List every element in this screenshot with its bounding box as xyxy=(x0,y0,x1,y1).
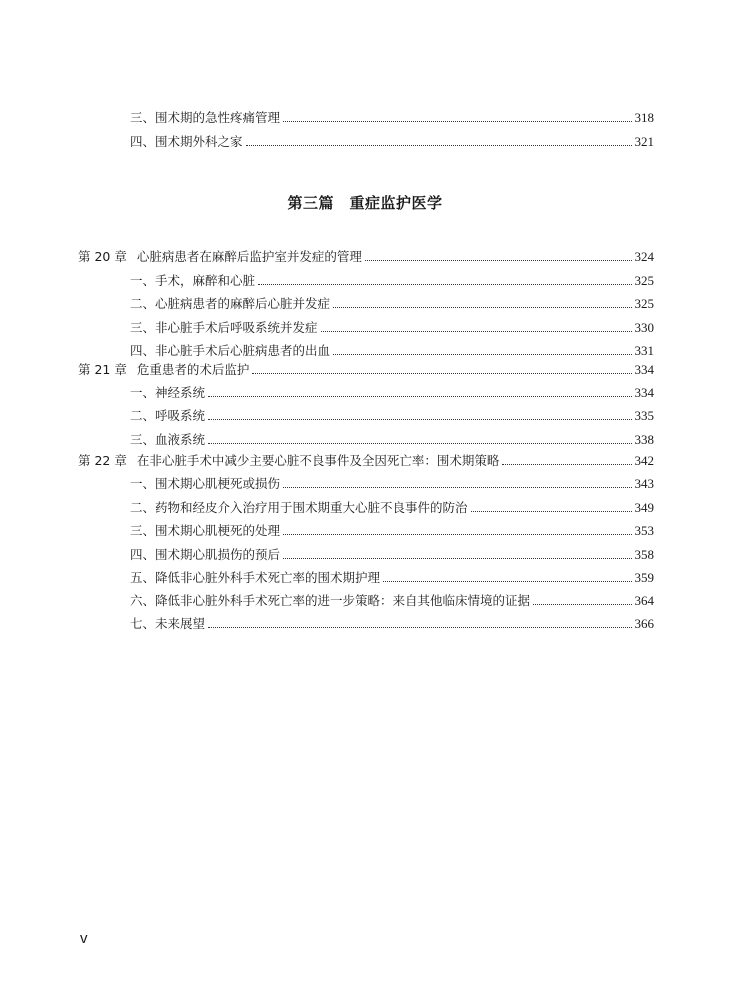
toc-entry-page: 325 xyxy=(634,296,654,311)
dot-leader xyxy=(283,121,631,122)
toc-entry xyxy=(78,543,654,563)
toc-entry xyxy=(78,106,654,126)
toc-chapter xyxy=(78,358,654,378)
part-heading: 第三篇 重症监护医学 xyxy=(287,194,443,212)
toc-entry-page: 349 xyxy=(634,500,654,515)
toc-entry-page: 325 xyxy=(634,273,654,288)
toc-entry-page: 364 xyxy=(634,593,654,608)
chapter-title: 在非心脏手术中减少主要心脏不良事件及全因死亡率：围术期策略 xyxy=(136,453,500,468)
toc-entry-title: 一、围术期心肌梗死或损伤 xyxy=(130,476,281,491)
toc-entry-page: 330 xyxy=(634,320,654,335)
chapter-title: 危重患者的术后监护 xyxy=(136,362,250,377)
chapter-label: 第 21 章 xyxy=(78,362,127,377)
toc-chapter xyxy=(78,449,654,469)
dot-leader xyxy=(333,354,631,355)
toc-entry xyxy=(78,612,654,632)
toc-entry-page: 358 xyxy=(634,547,654,562)
dot-leader xyxy=(208,627,631,628)
dot-leader xyxy=(208,443,631,444)
toc-entry-page: 335 xyxy=(634,408,654,423)
dot-leader xyxy=(365,260,632,261)
chapter-title: 心脏病患者在麻醉后监护室并发症的管理 xyxy=(136,249,362,264)
toc-entry-page: 359 xyxy=(634,570,654,585)
chapter-label: 第 22 章 xyxy=(78,453,127,468)
toc-entry xyxy=(78,472,654,492)
toc-entry xyxy=(78,404,654,424)
toc-entry-page: 324 xyxy=(634,249,654,264)
toc-entry-page: 338 xyxy=(634,432,654,447)
dot-leader xyxy=(208,396,631,397)
toc-entry-page: 331 xyxy=(634,343,654,358)
toc-entry-title: 三、围术期心肌梗死的处理 xyxy=(130,523,281,538)
dot-leader xyxy=(246,145,632,146)
toc-entry xyxy=(78,381,654,401)
dot-leader xyxy=(321,331,632,332)
toc-entry xyxy=(78,269,654,289)
toc-entry-title: 四、非心脏手术后心脏病患者的出血 xyxy=(130,343,331,358)
dot-leader xyxy=(252,373,631,374)
dot-leader xyxy=(208,419,631,420)
toc-entry-title: 四、围术期心肌损伤的预后 xyxy=(130,547,281,562)
toc-entry-title: 六、降低非心脏外科手术死亡率的进一步策略：来自其他临床情境的证据 xyxy=(130,593,531,608)
dot-leader xyxy=(283,558,631,559)
toc-entry xyxy=(78,130,654,150)
toc-entry-page: 353 xyxy=(634,523,654,538)
toc-entry-page: 334 xyxy=(634,362,654,377)
dot-leader xyxy=(283,487,631,488)
dot-leader xyxy=(471,511,632,512)
page-folio: v xyxy=(80,930,88,947)
dot-leader xyxy=(533,604,631,605)
toc-entry-title: 七、未来展望 xyxy=(130,616,206,631)
toc-entry-title: 一、手术，麻醉和心脏 xyxy=(130,273,256,288)
toc-entry-title: 三、非心脏手术后呼吸系统并发症 xyxy=(130,320,318,335)
toc-entry-title: 五、降低非心脏外科手术死亡率的围术期护理 xyxy=(130,570,381,585)
toc-entry xyxy=(78,292,654,312)
toc-entry xyxy=(78,566,654,586)
toc-entry-title: 二、心脏病患者的麻醉后心脏并发症 xyxy=(130,296,331,311)
toc-entry-page: 334 xyxy=(634,385,654,400)
toc-entry xyxy=(78,316,654,336)
toc-entry-title: 二、药物和经皮介入治疗用于围术期重大心脏不良事件的防治 xyxy=(130,500,468,515)
toc-entry xyxy=(78,428,654,448)
dot-leader xyxy=(333,307,631,308)
dot-leader xyxy=(383,581,631,582)
toc-entry-page: 321 xyxy=(634,134,654,149)
dot-leader xyxy=(502,464,631,465)
toc-entry-title: 四、围术期外科之家 xyxy=(130,134,243,149)
toc-entry-page: 342 xyxy=(634,453,654,468)
toc-entry-title: 三、血液系统 xyxy=(130,432,206,447)
dot-leader xyxy=(258,284,631,285)
toc-entry-page: 343 xyxy=(634,476,654,491)
toc-chapter xyxy=(78,245,654,265)
toc-entry-title: 三、围术期的急性疼痛管理 xyxy=(130,110,281,125)
chapter-label: 第 20 章 xyxy=(78,249,127,264)
toc-entry-page: 366 xyxy=(634,616,654,631)
toc-entry xyxy=(78,589,654,609)
toc-entry xyxy=(78,519,654,539)
toc-entry xyxy=(78,496,654,516)
toc-entry-title: 一、神经系统 xyxy=(130,385,206,400)
toc-entry-title: 二、呼吸系统 xyxy=(130,408,206,423)
toc-entry xyxy=(78,339,654,359)
toc-entry-page: 318 xyxy=(634,110,654,125)
dot-leader xyxy=(283,534,631,535)
